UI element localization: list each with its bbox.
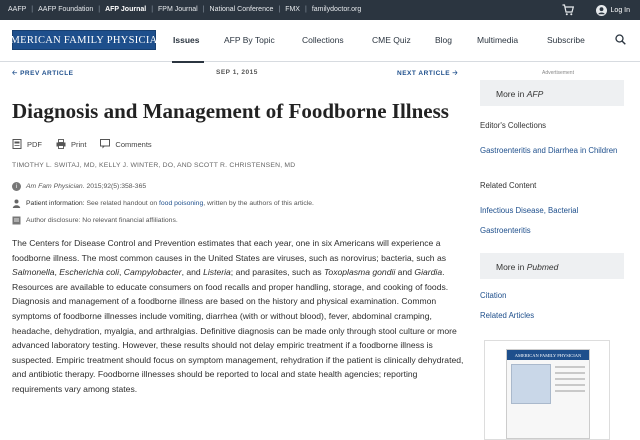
disclosure-line [12,216,178,225]
top-link-aafp[interactable]: AAFP [8,6,27,13]
active-nav-underline [172,61,204,63]
more-in-pubmed-box[interactable] [480,253,624,279]
abstract-text: , and [181,267,204,278]
comments-button[interactable] [100,139,151,149]
top-link-aafp-foundation[interactable]: AAFP Foundation [38,6,94,13]
abstract-text: , [119,267,124,278]
collection-link[interactable]: Gastroenteritis and Diarrhea in Children [480,146,618,155]
patient-info-line [12,199,314,208]
related-link-gastroenteritis[interactable]: Gastroenteritis [480,226,531,235]
separator: | [202,6,205,13]
print-icon [56,139,66,149]
abstract-organism: Campylobacter [123,267,182,278]
advertisement-label: Advertisement [542,70,574,76]
cover-text-line [555,390,585,392]
nav-item-collections[interactable]: Collections [302,35,344,45]
abstract-organism: Giardia [414,267,443,278]
nav-item-blog[interactable]: Blog [435,35,453,45]
more-in-label: More in [496,262,525,272]
cover-text-line [555,366,585,368]
next-article-label: NEXT ARTICLE [397,70,451,77]
nav-item-subscribe[interactable]: Subscribe [547,35,585,45]
cover-photo [511,364,551,404]
pdf-button[interactable] [12,139,42,149]
article-title: Diagnosis and Management of Foodborne Illness [12,99,449,123]
cover-text-line [555,384,585,386]
separator: | [304,6,307,13]
article-tools [12,139,166,149]
cover-text-line [555,372,585,374]
separator: | [151,6,154,13]
patient-info-suffix: , written by the authors of this article. [203,200,314,207]
disclosure-text: Author disclosure: No relevant financial affiliations. [26,217,178,224]
editors-collections-heading: Editor's Collections [480,121,547,130]
prev-article-label: PREV ARTICLE [20,70,74,77]
abstract-text: and [395,267,415,278]
login-link[interactable]: Log In [610,6,630,14]
pdf-icon [12,139,22,149]
pubmed-citation-link[interactable]: Citation [480,291,507,300]
abstract-text: . Resources are available to educate consumers on food recalls and proper handling, storage, and cooking of foods. Diagnosis and management of a foodborne illness are based on the history and physical examination. Common symptoms of foodborne illnesses include vomiting, diarrhea (with or without blood), fever, abdominal cramping, headache, dehydration, myalgia, and arthralgias. Definitive diagnosis can be made only through stool culture or more advanced laboratory testing. However, these results should not delay empiric treatment if a foodborne illness is suspected. Empiric treatment should focus on symptom management, rehydration if the patient is clinically dehydrated, and antibiotic therapy. Foodborne illnesses should be reported to local and state health agencies; reporting requirements vary among states. [12,267,464,394]
main-nav [0,20,640,62]
pdf-label: PDF [27,139,42,149]
comments-label: Comments [115,139,152,149]
top-link-fmx[interactable]: FMX [285,6,300,13]
food-poisoning-link[interactable]: food poisoning [159,200,204,207]
article-abstract [12,236,464,397]
journal-cover[interactable] [484,340,610,440]
article-authors: TIMOTHY L. SWITAJ, MD, KELLY J. WINTER, DO, AND SCOTT R. CHRISTENSEN, MD [12,162,296,169]
abstract-organism: Listeria [203,267,231,278]
cover-image [506,349,590,439]
top-bar [0,0,640,20]
top-actions [562,4,630,16]
top-link-afp-journal[interactable]: AFP Journal [105,6,147,13]
next-article-link[interactable] [397,69,458,80]
journal-citation: Am Fam Physician. [26,183,85,190]
prev-article-link[interactable] [12,69,74,80]
patient-info-label: Patient information: [26,200,85,207]
nav-item-afp-by-topic[interactable]: AFP By Topic [224,35,275,45]
afp-logo[interactable]: AMERICAN FAMILY PHYSICIAN [12,30,156,50]
comments-icon [100,139,110,149]
arrow-right-icon: 🡢 [452,70,459,77]
issue-date: SEP 1, 2015 [216,69,258,76]
disclosure-icon [12,216,21,225]
abstract-text: , [54,267,60,278]
more-in-afp-box[interactable] [480,80,624,106]
patient-info-text: See related handout on [86,200,158,207]
print-button[interactable] [56,139,86,149]
top-link-fpm-journal[interactable]: FPM Journal [158,6,198,13]
print-label: Print [71,139,87,149]
abstract-organism: Escherichia coli [59,267,119,278]
abstract-organism: Toxoplasma gondii [323,267,396,278]
nav-item-multimedia[interactable]: Multimedia [477,35,519,45]
separator: | [98,6,101,13]
nav-item-issues[interactable]: Issues [173,35,200,45]
separator: | [31,6,34,13]
top-link-familydoctor[interactable]: familydoctor.org [311,6,362,13]
abstract-text: The Centers for Disease Control and Prevention estimates that each year, one in six Americans will experience a foodborne illness. The most common causes in the United States are viruses, such as norovirus; bacteria, such as [12,238,447,263]
search-icon[interactable] [615,34,626,45]
separator: | [278,6,281,13]
top-link-national-conference[interactable]: National Conference [209,6,274,13]
top-links [8,6,361,13]
info-icon: i [12,182,21,191]
more-in-pubmed-name: Pubmed [526,262,559,272]
citation-line [12,182,146,191]
cover-text-line [555,378,585,380]
related-content-heading: Related Content [480,181,537,190]
cover-title: AMERICAN FAMILY PHYSICIAN [507,350,589,360]
related-link-bacterial[interactable]: Infectious Disease, Bacterial [480,206,579,215]
nav-item-cme-quiz[interactable]: CME Quiz [372,35,411,45]
more-in-label: More in [496,89,525,99]
user-icon[interactable] [596,5,607,16]
pubmed-related-articles-link[interactable]: Related Articles [480,311,535,320]
abstract-organism: Salmonella [12,267,55,278]
abstract-text: ; and parasites, such as [230,267,324,278]
citation-detail: 2015;92(5):358-365 [86,183,147,190]
cart-icon[interactable] [562,4,574,16]
more-in-afp-name: AFP [526,89,544,99]
arrow-left-icon: 🡠 [12,70,18,77]
patient-icon [12,199,21,208]
